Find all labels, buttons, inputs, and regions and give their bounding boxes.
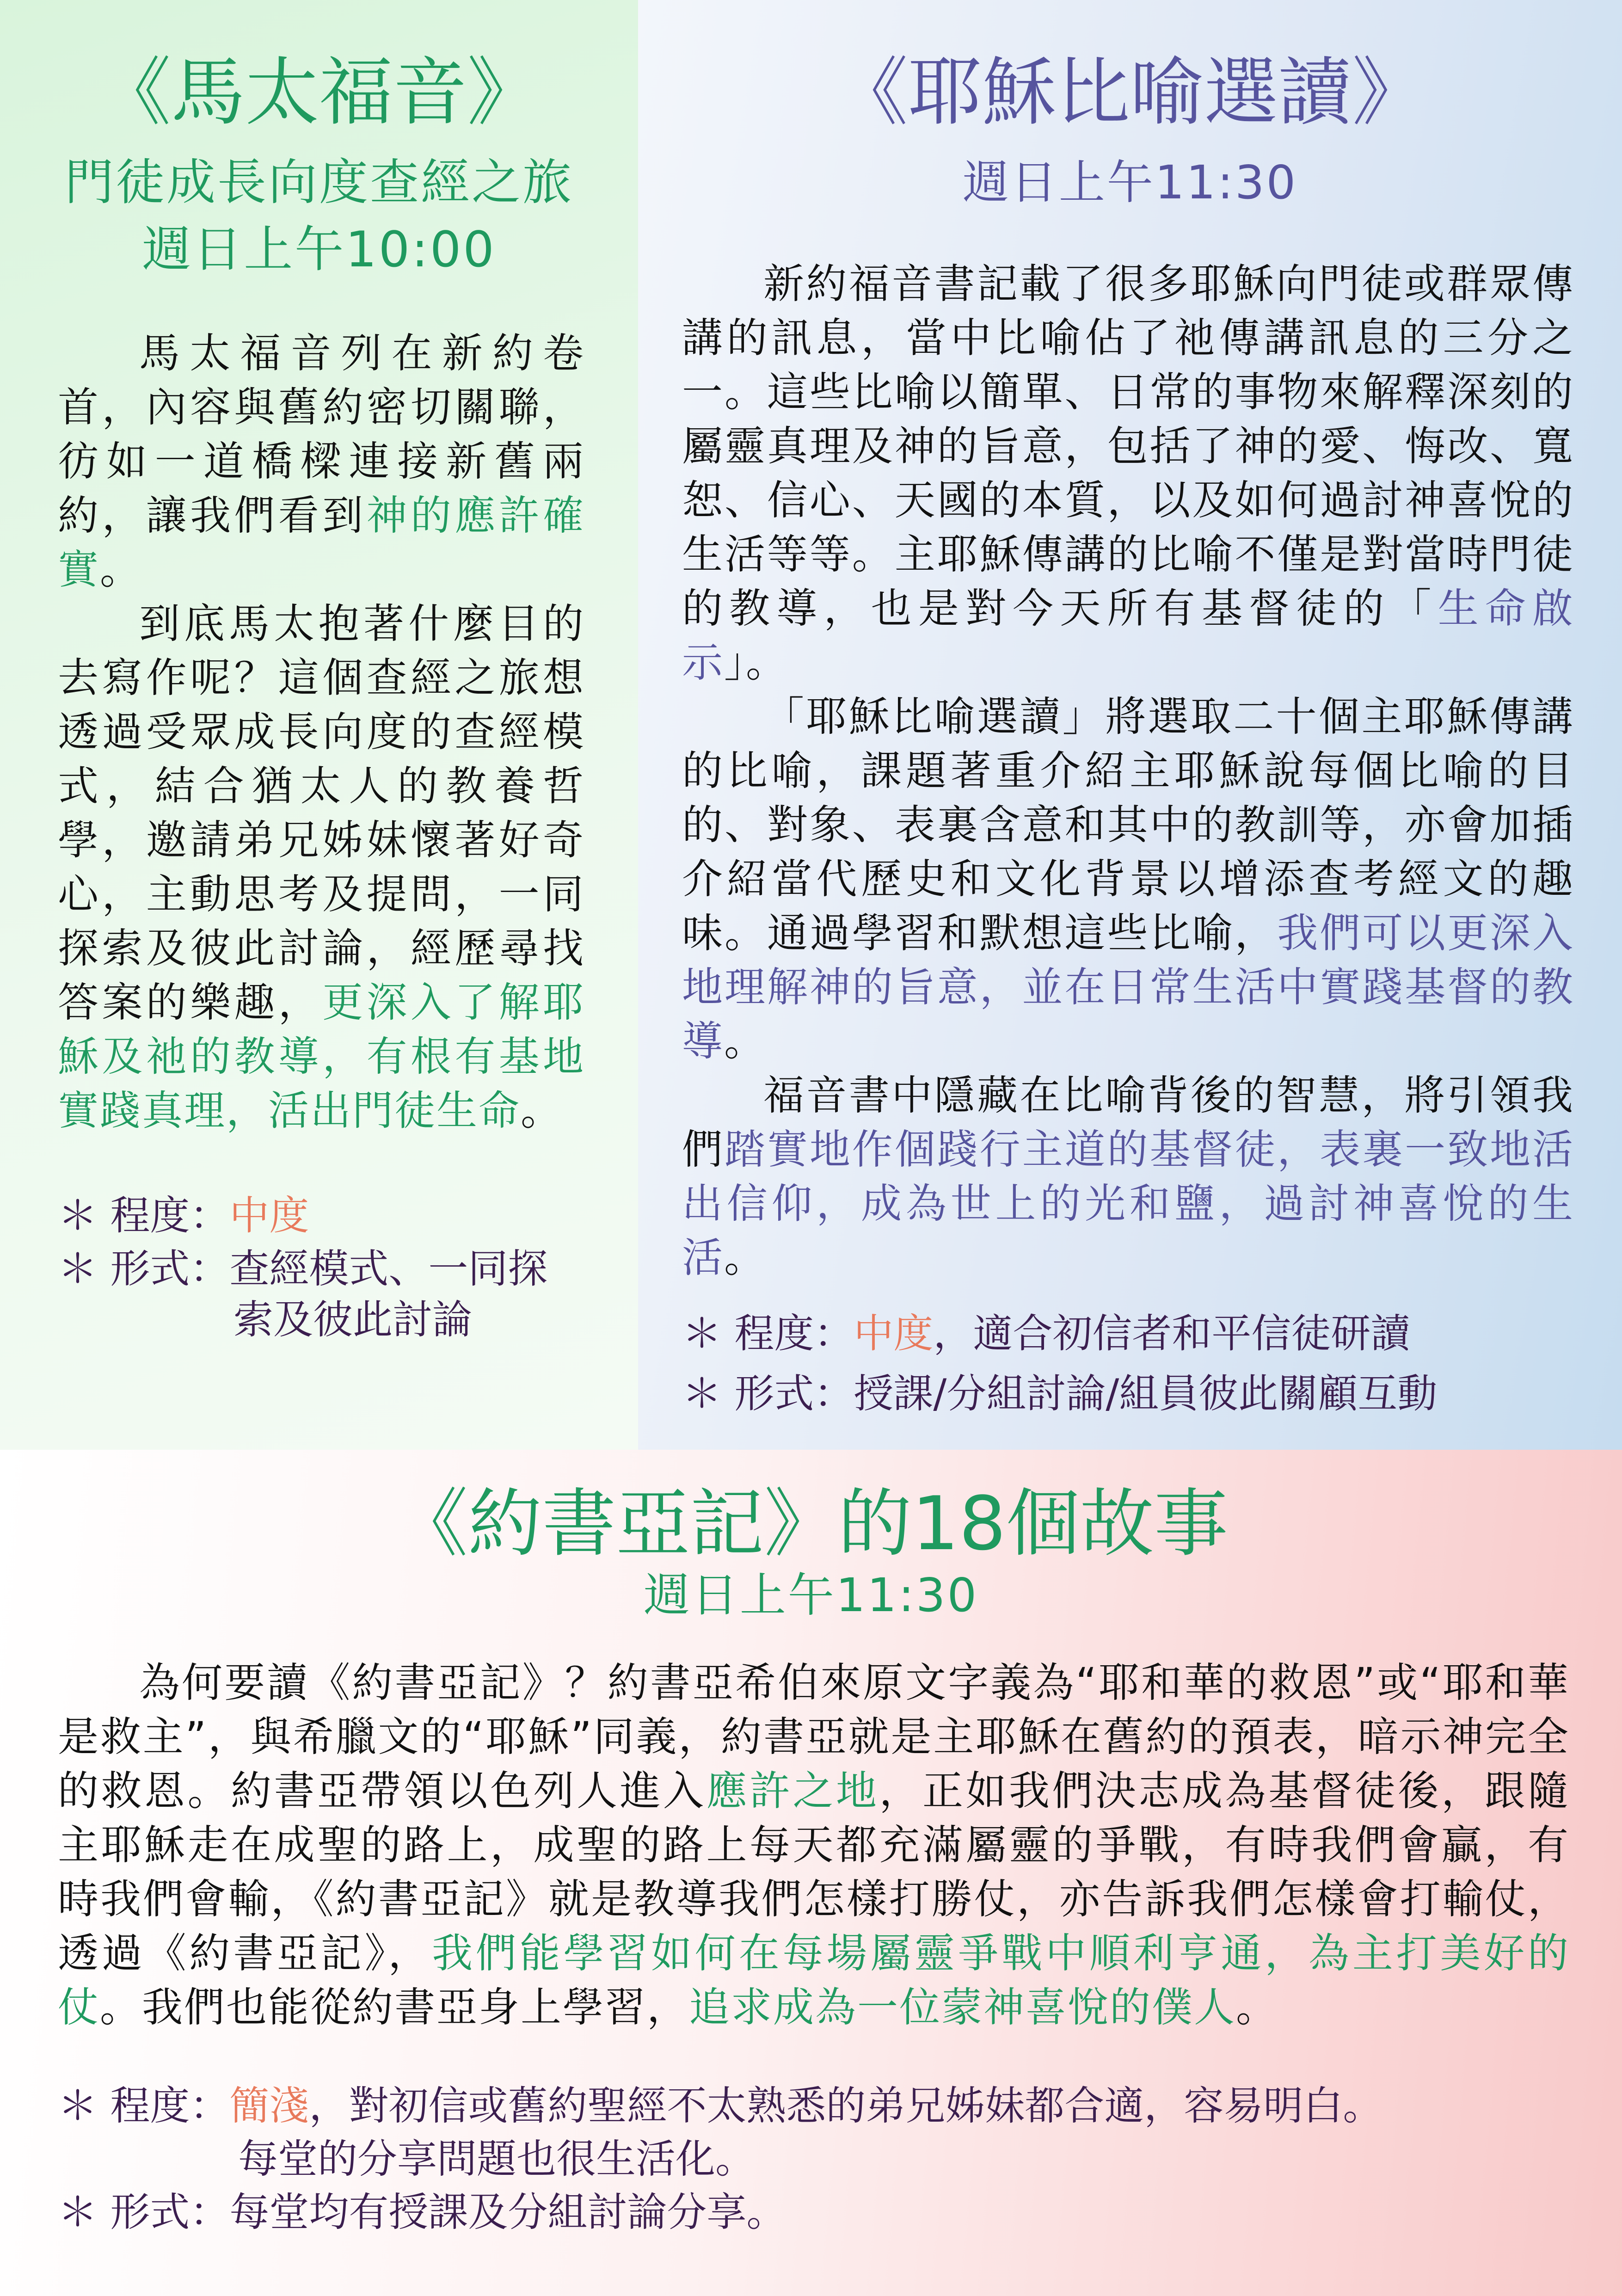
joshua-panel	[0, 1450, 1622, 2296]
parables-paragraph-1: 新約福音書記載了很多耶穌向門徒或群眾傳講的訊息，當中比喻佔了祂傳講訊息的三分之一。這些比喻以簡單、日常的事物來解釋深刻的屬靈真理及神的旨意，包括了神的愛、悔改、寬恕、信心、天國的本質，以及如何過討神喜悅的生活等等。主耶穌傳講的比喻不僅是對當時門徒的教導，也是對今天所有基督徒的「生命啟示」。	[682, 260, 1574, 686]
joshua-highlight-3: 追求成為一位蒙神喜悅的僕人	[689, 1983, 1236, 2031]
matthew-level	[58, 1191, 309, 1241]
matthew-level-label: ＊ 程度：	[58, 1193, 230, 1239]
matthew-format-label: ＊ 形式：	[58, 1246, 230, 1292]
parables-title: 《耶穌比喻選讀》	[834, 49, 1426, 135]
matthew-format-value: 查經模式、一同探	[229, 1246, 548, 1292]
matthew-subtitle: 門徒成長向度查經之旅	[65, 154, 573, 211]
matthew-panel	[0, 0, 638, 1450]
matthew-time: 週日上午10:00	[142, 221, 496, 278]
joshua-format	[58, 2187, 786, 2237]
parables-highlight-3: 踏實地作個踐行主道的基督徒，表裏一致地活出信仰，成為世上的光和鹽，過討神喜悅的生活	[682, 1126, 1574, 1281]
joshua-level	[58, 2081, 1382, 2131]
parables-level-label: ＊ 程度：	[682, 1311, 854, 1357]
matthew-paragraph-2: 到底馬太抱著什麼目的去寫作呢？這個查經之旅想透過受眾成長向度的查經模式，結合猶太人的教養哲學，邀請弟兄姊妹懷著好奇心，主動思考及提問，一同探索及彼此討論，經歷尋找答案的樂趣，更深入了解耶穌及祂的教導，有根有基地實踐真理，活出門徒生命。	[58, 600, 585, 1134]
parables-format-value: 授課/分組討論/組員彼此關顧互動	[854, 1371, 1438, 1417]
joshua-format-value: 每堂均有授課及分組討論分享。	[229, 2189, 786, 2235]
matthew-title: 《馬太福音》	[97, 49, 541, 135]
parables-time: 週日上午11:30	[962, 155, 1298, 209]
parables-level-rest: ，適合初信者和平信徒研讀	[933, 1311, 1411, 1357]
parables-level-value: 中度	[854, 1311, 934, 1357]
matthew-paragraph-1: 馬太福音列在新約卷首，內容與舊約密切關聯，彷如一道橋樑連接新舊兩約，讓我們看到神的應許確實。	[58, 329, 585, 593]
parables-body	[682, 257, 1574, 1285]
joshua-level-rest: ，對初信或舊約聖經不太熟悉的弟兄姊妹都合適，容易明白。	[309, 2083, 1383, 2129]
joshua-title: 《約書亞記》的18個故事	[394, 1480, 1228, 1567]
joshua-level-rest-2: 每堂的分享問題也很生活化。	[238, 2136, 755, 2182]
joshua-format-label: ＊ 形式：	[58, 2189, 230, 2235]
matthew-format	[58, 1244, 547, 1294]
parables-paragraph-2: 「耶穌比喻選讀」將選取二十個主耶穌傳講的比喻，課題著重介紹主耶穌說每個比喻的目的、對象、表裏含意和其中的教訓等，亦會加插介紹當代歷史和文化背景以增添查考經文的趣味。通過學習和默想這些比喻，我們可以更深入地理解神的旨意，並在日常生活中實踐基督的教導。	[682, 693, 1574, 1065]
matthew-highlight-2: 更深入了解耶穌及祂的教導，有根有基地實踐真理，活出門徒生命	[58, 979, 585, 1134]
matthew-highlight-1: 神的應許確實	[58, 492, 585, 593]
parables-level	[682, 1309, 1410, 1359]
joshua-time: 週日上午11:30	[643, 1568, 979, 1622]
joshua-body	[58, 1656, 1570, 2034]
parables-paragraph-3: 福音書中隱藏在比喻背後的智慧，將引領我們踏實地作個踐行主道的基督徒，表裏一致地活出信仰，成為世上的光和鹽，過討神喜悅的生活。	[682, 1071, 1574, 1281]
parables-format	[682, 1369, 1437, 1419]
parables-highlight-1: 生命啟示	[682, 585, 1574, 686]
parables-format-label: ＊ 形式：	[682, 1371, 854, 1417]
matthew-level-value: 中度	[229, 1193, 309, 1239]
matthew-format-value-2: 索及彼此討論	[233, 1297, 472, 1343]
parables-highlight-2: 我們可以更深入地理解神的旨意，並在日常生活中實踐基督的教導	[682, 909, 1574, 1065]
joshua-level-value: 簡淺	[229, 2083, 309, 2129]
matthew-body	[58, 326, 585, 1138]
joshua-highlight-1: 應許之地	[706, 1767, 879, 1815]
joshua-level-label: ＊ 程度：	[58, 2083, 230, 2129]
joshua-paragraph-1: 為何要讀《約書亞記》？約書亞希伯來原文字義為“耶和華的救恩”或“耶和華是救主”，與希臘文的“耶穌”同義，約書亞就是主耶穌在舊約的預表，暗示神完全的救恩。約書亞帶領以色列人進入應許之地，正如我們決志成為基督徒後，跟隨主耶穌走在成聖的路上，成聖的路上每天都充滿屬靈的爭戰，有時我們會贏，有時我們會輸，《約書亞記》就是教導我們怎樣打勝仗，亦告訴我們怎樣會打輸仗，透過《約書亞記》，我們能學習如何在每場屬靈爭戰中順利亨通，為主打美好的仗。我們也能從約書亞身上學習，追求成為一位蒙神喜悅的僕人。	[58, 1659, 1570, 2031]
parables-panel	[638, 0, 1622, 1450]
joshua-highlight-2: 我們能學習如何在每場屬靈爭戰中順利亨通，為主打美好的仗	[58, 1929, 1570, 2031]
